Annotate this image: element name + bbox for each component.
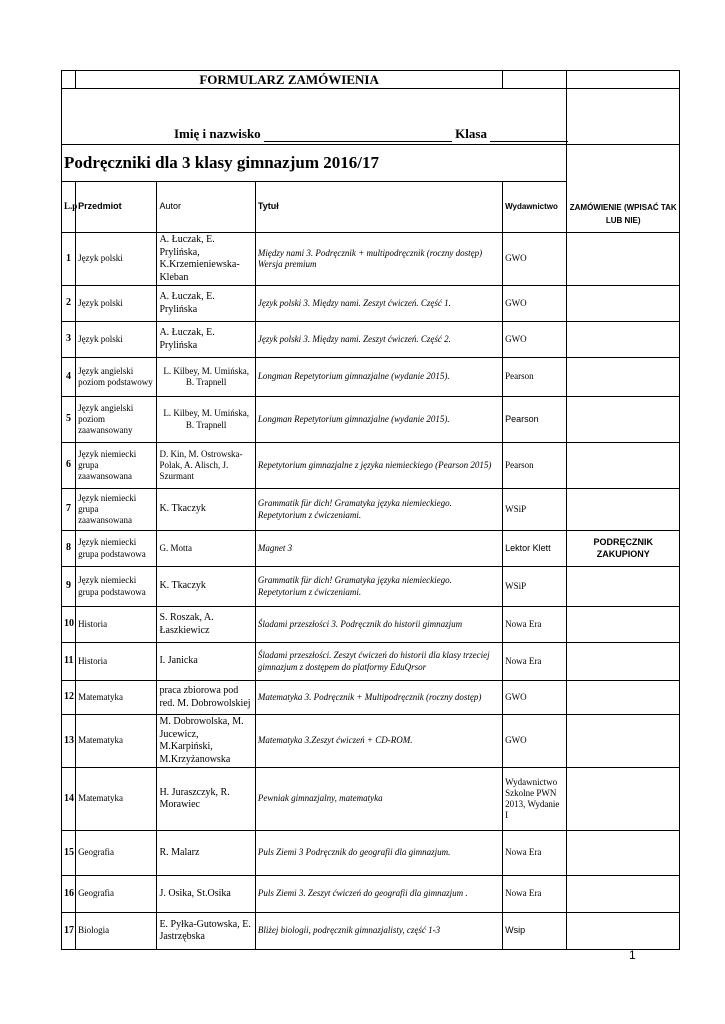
row-title: Śladami przeszłości. Zeszyt ćwiczeń do historii dla klasy trzeciej gimnazjum z dostępem do platformy EduQrsor [255,643,502,681]
row-publisher: Nowa Era [503,876,567,913]
row-title: Longman Repetytorium gimnazjalne (wydanie 2015). [255,397,502,443]
row-author: J. Osika, St.Osika [157,876,255,913]
row-publisher: GWO [503,322,567,358]
name-blank[interactable] [264,129,452,142]
row-author: K. Tkaczyk [157,489,255,531]
row-lp: 14 [62,768,76,831]
row-title: Matematyka 3.Zeszyt ćwiczeń + CD-ROM. [255,715,502,768]
header-subject: Przedmiot [76,182,157,233]
row-subject: Język polski [76,322,157,358]
row-publisher: Pearson [503,443,567,489]
row-order[interactable] [567,286,680,322]
row-title: Repetytorium gimnazjalne z języka niemieckiego (Pearson 2015) [255,443,502,489]
page-number: 1 [629,948,636,962]
row-author: A. Łuczak, E. Prylińska [157,286,255,322]
row-lp: 5 [62,397,76,443]
name-label: Imię i nazwisko [174,125,261,141]
row-title: Matematyka 3. Podręcznik + Multipodręcznik (roczny dostęp) [255,681,502,715]
row-author: S. Roszak, A. Łaszkiewicz [157,607,255,643]
table-row [62,643,680,681]
row-publisher: Nowa Era [503,607,567,643]
row-subject: Język niemiecki grupa zaawansowana [76,489,157,531]
row-lp: 9 [62,567,76,607]
subtitle-row [62,145,680,182]
table-row [62,531,680,567]
row-lp: 2 [62,286,76,322]
table-row [62,443,680,489]
row-title: Grammatik für dich! Gramatyka języka niemieckiego. Repetytorium z ćwiczeniami. [255,567,502,607]
table-row [62,876,680,913]
table-row [62,831,680,876]
row-order[interactable] [567,643,680,681]
row-publisher: Lektor Klett [503,531,567,567]
row-title: Puls Ziemi 3. Zeszyt ćwiczeń do geografii dla gimnazjum . [255,876,502,913]
row-author: G. Motta [157,531,255,567]
header-lp: L.p [62,182,76,233]
row-order[interactable] [567,768,680,831]
table-row [62,322,680,358]
row-lp: 4 [62,358,76,397]
row-author: A. Łuczak, E. Prylińska, K.Krzemieniewska-Kleban [157,233,255,286]
row-subject: Język polski [76,233,157,286]
row-subject: Język polski [76,286,157,322]
form-title: FORMULARZ ZAMÓWIENIA [76,71,503,89]
name-class-line [64,126,564,142]
row-subject: Historia [76,643,157,681]
class-blank[interactable] [490,129,568,142]
table-row [62,913,680,950]
row-subject: Matematyka [76,681,157,715]
row-order[interactable] [567,876,680,913]
class-label: Klasa [455,125,487,141]
row-order[interactable] [567,715,680,768]
row-publisher: Pearson [503,397,567,443]
row-lp: 10 [62,607,76,643]
table-row [62,233,680,286]
row-order[interactable] [567,358,680,397]
subtitle: Podręczniki dla 3 klasy gimnazjum 2016/17 [62,145,567,182]
row-publisher: WSiP [503,489,567,531]
row-order[interactable] [567,443,680,489]
row-title: Puls Ziemi 3 Podręcznik do geografii dla gimnazjum. [255,831,502,876]
row-author: I. Janicka [157,643,255,681]
row-subject: Język niemiecki grupa podstawowa [76,567,157,607]
row-lp: 11 [62,643,76,681]
table-row [62,567,680,607]
table-row [62,768,680,831]
table-row [62,715,680,768]
row-publisher: Nowa Era [503,643,567,681]
row-author: H. Juraszczyk, R. Morawiec [157,768,255,831]
row-author: K. Tkaczyk [157,567,255,607]
row-order[interactable] [567,397,680,443]
row-lp: 6 [62,443,76,489]
row-title: Magnet 3 [255,531,502,567]
table-row [62,286,680,322]
row-title: Grammatik für dich! Gramatyka języka niemieckiego. Repetytorium z ćwiczeniami. [255,489,502,531]
row-author: R. Malarz [157,831,255,876]
row-author: E. Pyłka-Gutowska, E. Jastrzębska [157,913,255,950]
row-lp: 15 [62,831,76,876]
row-title: Język polski 3. Między nami. Zeszyt ćwiczeń. Część 2. [255,322,502,358]
row-author: D. Kin, M. Ostrowska-Polak, A. Alisch, J. Szurmant [157,443,255,489]
row-publisher: GWO [503,681,567,715]
row-title: Bliżej biologii, podręcznik gimnazjalisty, część 1-3 [255,913,502,950]
row-author: praca zbiorowa pod red. M. Dobrowolskiej [157,681,255,715]
row-subject: Biologia [76,913,157,950]
row-subject: Język angielski poziom podstawowy [76,358,157,397]
row-publisher: Nowa Era [503,831,567,876]
row-lp: 12 [62,681,76,715]
row-subject: Matematyka [76,768,157,831]
row-publisher: Pearson [503,358,567,397]
row-author: L. Kilbey, M. Umińska, B. Trapnell [157,358,255,397]
row-author: M. Dobrowolska, M. Jucewicz, M.Karpiński, M.Krzyżanowska [157,715,255,768]
row-lp: 16 [62,876,76,913]
row-title: Pewniak gimnazjalny, matematyka [255,768,502,831]
row-lp: 7 [62,489,76,531]
row-publisher: GWO [503,286,567,322]
form-title-row [62,71,680,89]
order-form-table [61,70,680,950]
row-subject: Język angielski poziom zaawansowany [76,397,157,443]
row-order[interactable] [567,831,680,876]
book-rows [62,233,680,950]
row-subject: Geografia [76,876,157,913]
row-subject: Geografia [76,831,157,876]
row-publisher: WSiP [503,567,567,607]
row-lp: 3 [62,322,76,358]
row-order[interactable]: PODRĘCZNIK ZAKUPIONY [567,531,680,567]
header-title: Tytuł [255,182,502,233]
row-lp: 1 [62,233,76,286]
row-publisher: GWO [503,233,567,286]
row-publisher: Wsip [503,913,567,950]
header-author: Autor [157,182,255,233]
row-order[interactable] [567,489,680,531]
header-publisher: Wydawnictwo [503,182,567,233]
row-subject: Język niemiecki grupa zaawansowana [76,443,157,489]
row-subject: Język niemiecki grupa podstawowa [76,531,157,567]
row-order[interactable] [567,233,680,286]
table-row [62,681,680,715]
table-row [62,489,680,531]
name-row [62,89,680,145]
table-row [62,607,680,643]
row-subject: Matematyka [76,715,157,768]
row-order[interactable] [567,607,680,643]
row-title: Śladami przeszłości 3. Podręcznik do historii gimnazjum [255,607,502,643]
row-author: A. Łuczak, E. Prylińska [157,322,255,358]
table-row [62,397,680,443]
table-row [62,358,680,397]
row-subject: Historia [76,607,157,643]
row-order[interactable] [567,322,680,358]
header-order: ZAMÓWIENIE (WPISAĆ TAK LUB NIE) [567,145,680,233]
row-title: Język polski 3. Między nami. Zeszyt ćwiczeń. Część 1. [255,286,502,322]
row-publisher: Wydawnictwo Szkolne PWN 2013, Wydanie I [503,768,567,831]
row-lp: 17 [62,913,76,950]
row-lp: 8 [62,531,76,567]
row-lp: 13 [62,715,76,768]
row-order[interactable] [567,913,680,950]
row-title: Longman Repetytorium gimnazjalne (wydanie 2015). [255,358,502,397]
row-author: L. Kilbey, M. Umińska, B. Trapnell [157,397,255,443]
row-publisher: GWO [503,715,567,768]
row-title: Między nami 3. Podręcznik + multipodręcznik (roczny dostęp) Wersja premium [255,233,502,286]
row-order[interactable] [567,681,680,715]
row-order[interactable] [567,567,680,607]
